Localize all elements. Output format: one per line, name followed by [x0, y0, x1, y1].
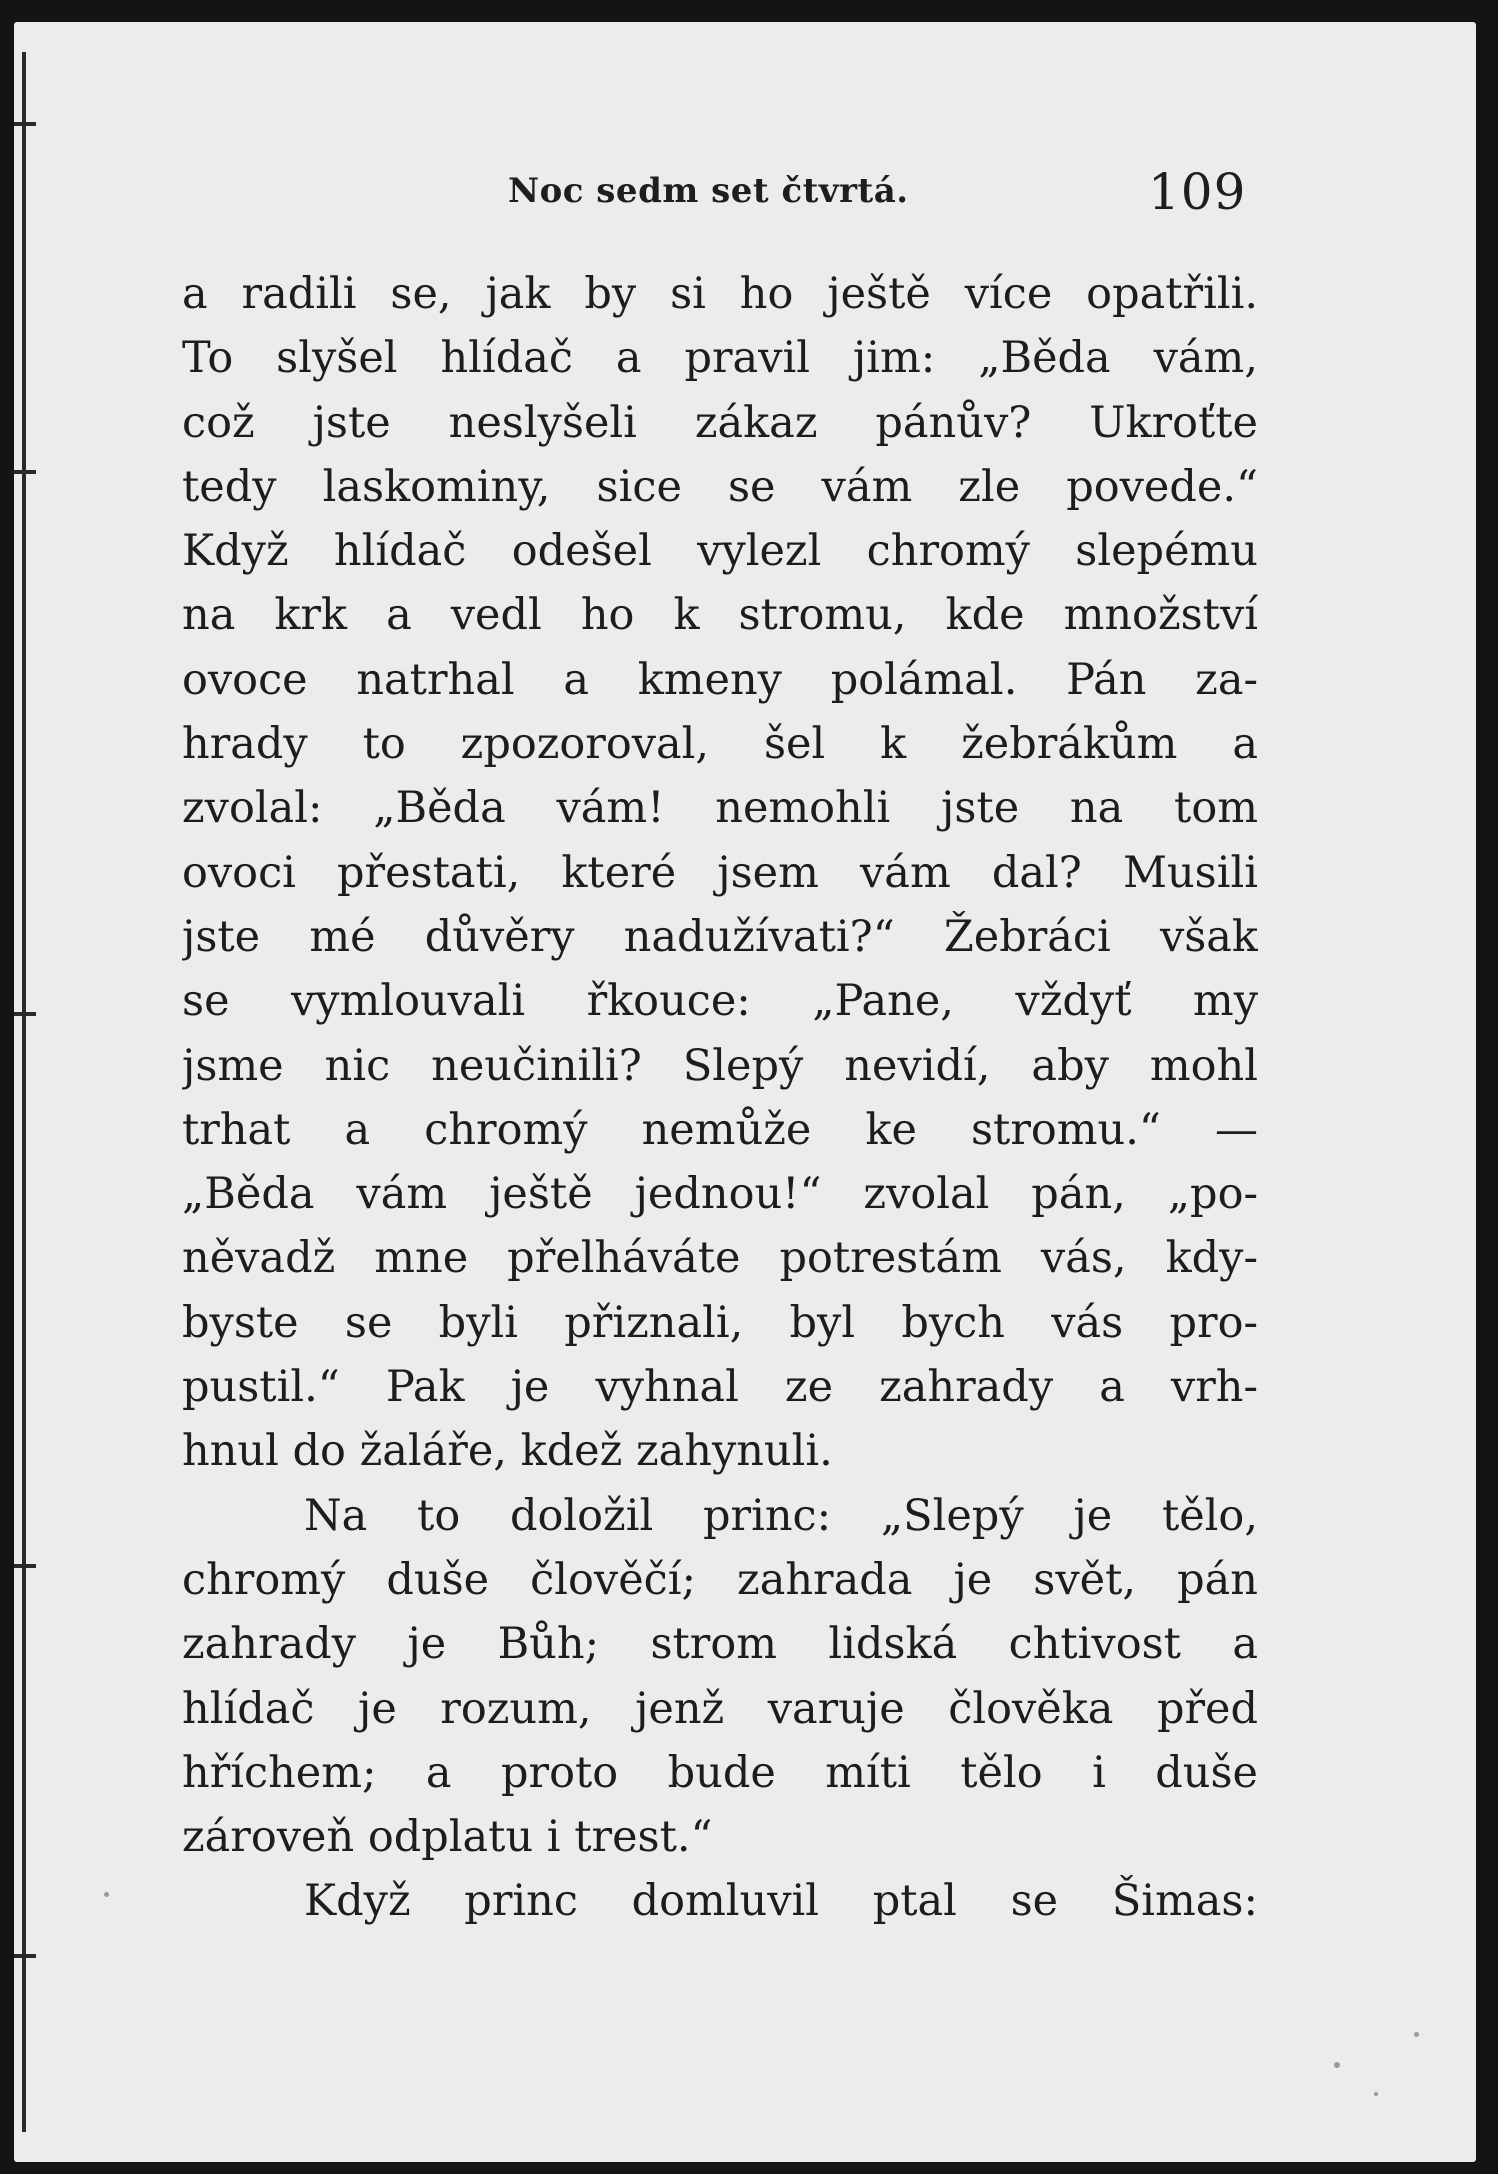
edge-tick: [14, 122, 36, 126]
page-header: [14, 163, 1476, 221]
text-line: tedy laskominy, sice se vám zle povede.“: [182, 461, 1258, 512]
page-edge-rule: [22, 52, 26, 2132]
text-line: hnul do žaláře, kdež zahynuli.: [182, 1426, 833, 1477]
text-line: hlídač je rozum, jenž varuje člověka před: [182, 1683, 1258, 1734]
text-line: jste mé důvěry nadužívati?“ Žebráci však: [182, 911, 1258, 962]
paragraph-first-line: Když princ domluvil ptal se Šimas:: [304, 1876, 1258, 1927]
text-line: byste se byli přiznali, byl bych vás pro-: [182, 1297, 1258, 1348]
text-line: ovoci přestati, které jsem vám dal? Musili: [182, 847, 1258, 898]
text-line: zároveň odplatu i trest.“: [182, 1812, 713, 1863]
edge-tick: [14, 1012, 36, 1016]
text-line: něvadž mne přelháváte potrestám vás, kdy-: [182, 1233, 1258, 1284]
text-line: zvolal: „Běda vám! nemohli jste na tom: [182, 783, 1258, 834]
text-line: zahrady je Bůh; strom lidská chtivost a: [182, 1619, 1258, 1670]
text-line: trhat a chromý nemůže ke stromu.“ —: [182, 1104, 1258, 1155]
paper-speck: [1374, 2092, 1378, 2096]
text-line: pustil.“ Pak je vyhnal ze zahrady a vrh-: [182, 1362, 1258, 1413]
text-line: a radili se, jak by si ho ještě více opatřili.: [182, 269, 1258, 319]
text-line: což jste neslyšeli zákaz pánův? Ukroťte: [182, 397, 1258, 448]
text-line: hříchem; a proto bude míti tělo i duše: [182, 1747, 1258, 1798]
text-line: jsme nic neučinili? Slepý nevidí, aby mohl: [182, 1040, 1258, 1091]
text-line: chromý duše člověčí; zahrada je svět, pán: [182, 1554, 1258, 1605]
text-line: hrady to zpozoroval, šel k žebrákům a: [182, 719, 1258, 770]
paper-speck: [1334, 2062, 1340, 2068]
paragraph-first-line: Na to doložil princ: „Slepý je tělo,: [304, 1490, 1258, 1541]
text-line: To slyšel hlídač a pravil jim: „Běda vám,: [182, 333, 1258, 384]
text-line: Když hlídač odešel vylezl chromý slepému: [182, 526, 1258, 577]
page-number: 109: [1148, 163, 1247, 221]
edge-tick: [14, 1954, 36, 1958]
text-line: se vymlouvali řkouce: „Pane, vždyť my: [182, 976, 1258, 1027]
text-line: ovoce natrhal a kmeny polámal. Pán za-: [182, 654, 1258, 705]
body-text: [182, 262, 1258, 1934]
text-line: na krk a vedl ho k stromu, kde množství: [182, 590, 1258, 641]
paper-speck: [1414, 2032, 1419, 2037]
edge-tick: [14, 470, 36, 474]
text-line: „Běda vám ještě jednou!“ zvolal pán, „po-: [182, 1169, 1258, 1220]
edge-tick: [14, 1564, 36, 1568]
paper-speck: [104, 1892, 109, 1897]
running-title: Noc sedm set čtvrtá.: [508, 171, 909, 211]
book-page: [14, 22, 1476, 2162]
